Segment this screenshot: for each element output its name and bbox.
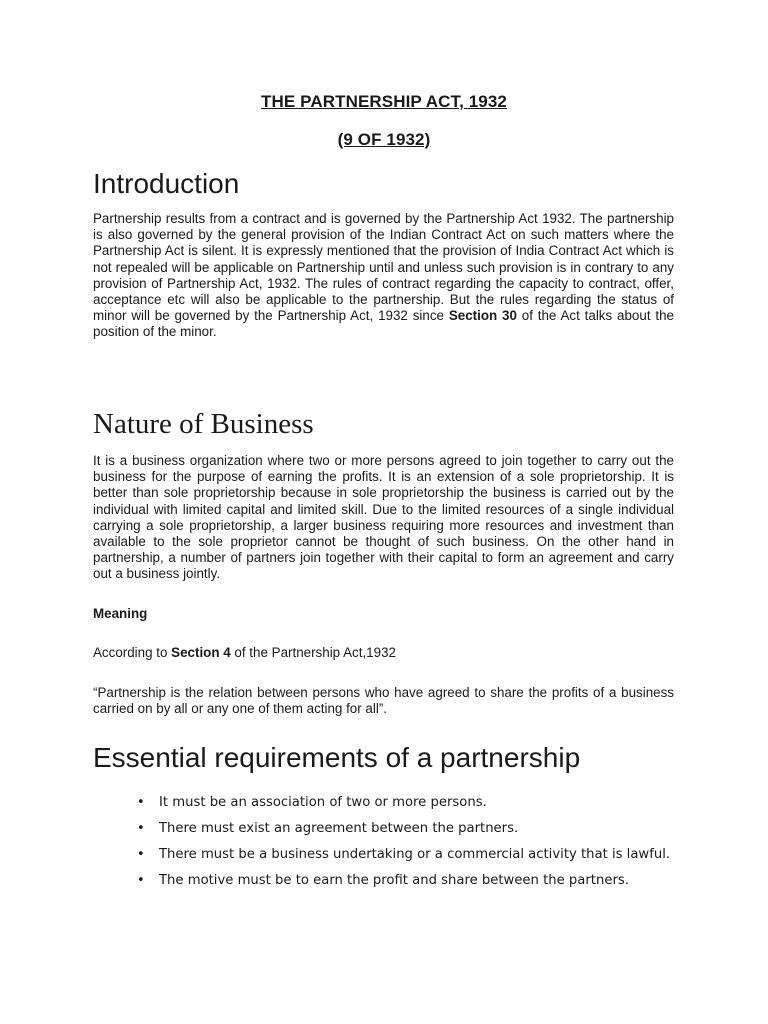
list-item [93, 872, 674, 889]
list-item [93, 820, 674, 837]
list-item-text: There must exist an agreement between the partners. [159, 821, 519, 836]
bullet-icon: • [137, 795, 145, 810]
document-subtitle: (9 OF 1932) [337, 130, 431, 149]
section-4-reference: Section 4 [171, 645, 231, 660]
introduction-heading: Introduction [93, 168, 240, 199]
document-title: THE PARTNERSHIP ACT, 1932 [261, 92, 507, 111]
introduction-paragraph [93, 211, 674, 341]
nature-of-business-heading: Nature of Business [93, 408, 314, 440]
nature-of-business-paragraph: It is a business organization where two or more persons agreed to join together to carry out the business for the purpose of earning the profits. It is an extension of a sole proprietorship. It is better than sole proprietorship because in sole proprietorship the business is carried out by the individual with limited capital and limited skill. Due to the limited resources of a single individual carrying a sole proprietorship, a larger business requiring more resources and investment than available to the sole proprietor cannot be thought of such business. On the other hand in partnership, a number of partners join together with their capital to form an agreement and carry out a business jointly. [93, 453, 674, 582]
introduction-text-part-2: of the Act talks about the position of the minor. [93, 308, 674, 340]
list-item-text: There must be a business undertaking or a commercial activity that is lawful. [159, 847, 671, 862]
bullet-icon: • [137, 821, 145, 836]
list-item-text: It must be an association of two or more persons. [159, 795, 487, 810]
list-item-text: The motive must be to earn the profit and share between the partners. [159, 873, 629, 888]
meaning-heading: Meaning [93, 606, 148, 621]
essential-requirements-heading: Essential requirements of a partnership [93, 742, 581, 773]
according-text-part-1: According to [93, 645, 172, 660]
section-30-reference: Section 30 [448, 308, 517, 324]
according-text-part-2: of the Partnership Act,1932 [230, 645, 396, 660]
list-item [93, 794, 674, 811]
introduction-text-part-1: Partnership results from a contract and is governed by the Partnership Act 1932. The partnership is also governed by the general provision of the Indian Contract Act on such matters where the Partnership Act is silent. It is expressly mentioned that the provision of India Contract Act which is not repealed will be applicable on Partnership until and unless such provision is in contrary to any provision of Partnership Act, 1932. The rules of contract regarding the capacity to contract, offer, acceptance etc will also be applicable to the partnership. But the rules regarding the status of minor will be governed by the Partnership Act, 1932 since [93, 211, 674, 324]
requirements-list [93, 794, 674, 898]
bullet-icon: • [137, 873, 145, 888]
definition-quote: “Partnership is the relation between persons who have agreed to share the profits of a business carried on by all or any one of them acting for all”. [93, 685, 674, 717]
list-item [93, 846, 674, 863]
according-to-line [93, 645, 674, 661]
bullet-icon: • [137, 847, 145, 862]
